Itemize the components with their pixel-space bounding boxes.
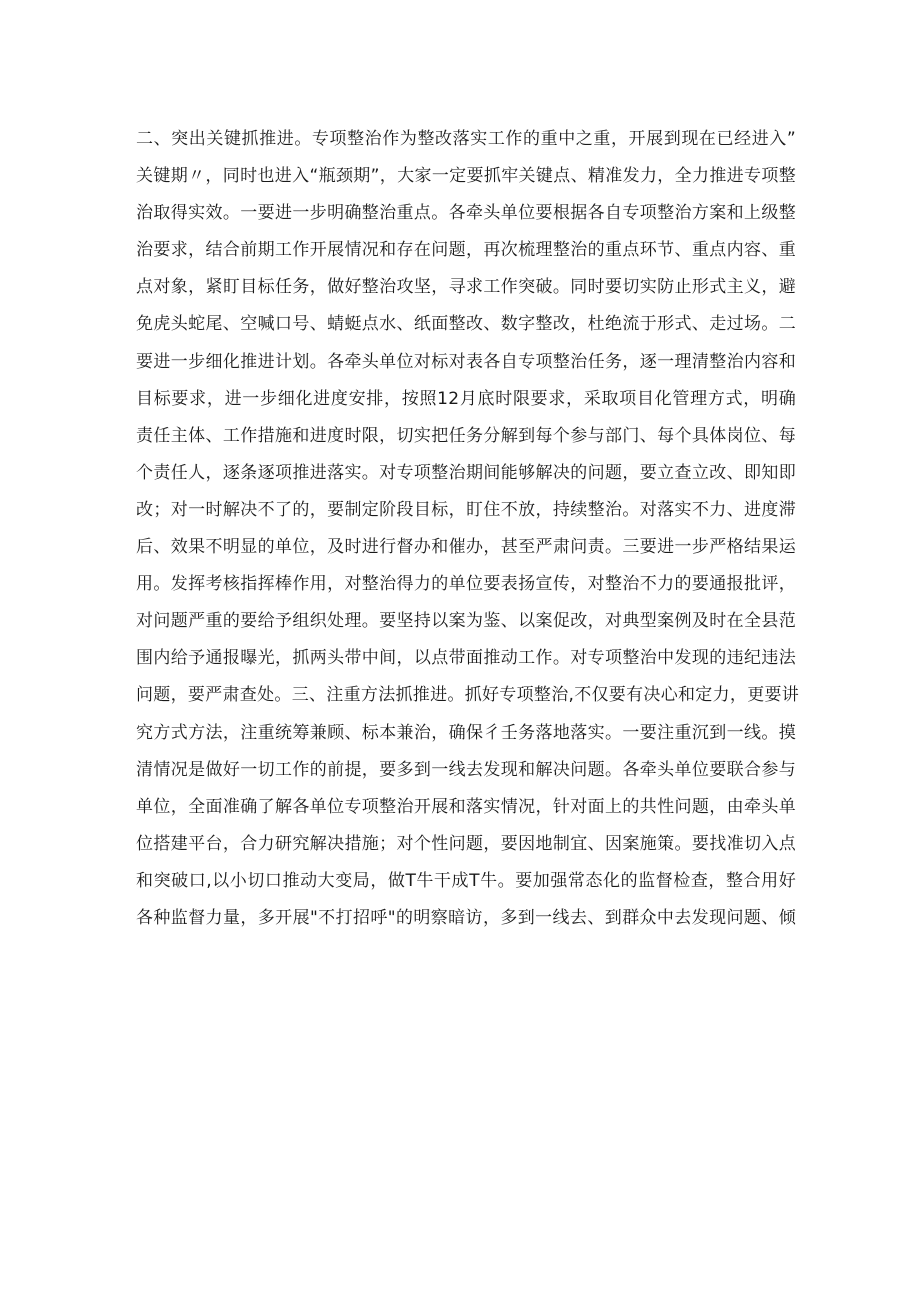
text-line: 究方式方法，注重统筹兼顾、标本兼治，确保彳壬务落地落实。一要注重沉到一线。摸 xyxy=(136,722,796,743)
body-paragraph xyxy=(136,121,800,937)
text-line: 清情况是做好一切工作的前提，要多到一线去发现和解决问题。各牵头单位要联合参与 xyxy=(136,759,796,780)
text-line: 个责任人，逐条逐项推进落实。对专项整治期间能够解决的问题，要立查立改、即知即 xyxy=(136,462,796,483)
text-line: 责任主体、工作措施和进度时限，切实把任务分解到每个参与部门、每个具体岗位、每 xyxy=(136,425,796,446)
text-line: 和突破口,以小切口推动大变局，做T牛干成T牛。要加强常态化的监督检查，整合用好 xyxy=(136,870,796,891)
text-line: 各种监督力量，多开展"不打招呼"的明察暗访，多到一线去、到群众中去发现问题、倾 xyxy=(136,907,796,928)
text-line: 目标要求，进一步细化进度安排，按照12月底时限要求，采取项目化管理方式，明确 xyxy=(136,388,796,409)
text-line: 单位，全面准确了解各单位专项整治开展和落实情况，针对面上的共性问题，由牵头单 xyxy=(136,796,796,817)
text-line: 改；对一时解决不了的，要制定阶段目标，盯住不放，持续整治。对落实不力、进度滞 xyxy=(136,499,796,520)
text-line: 关键期〃，同时也进入“瓶颈期”，大家一定要抓牢关键点、精准发力，全力推进专项整 xyxy=(136,166,796,187)
text-line: 用。发挥考核指挥棒作用，对整治得力的单位要表扬宣传，对整治不力的要通报批评， xyxy=(136,574,796,595)
text-line: 围内给予通报曝光，抓两头带中间，以点带面推动工作。对专项整治中发现的违纪违法 xyxy=(136,648,796,669)
text-line: 对问题严重的要给予组织处理。要坚持以案为鉴、以案促改，对典型案例及时在全县范 xyxy=(136,611,796,632)
text-line: 后、效果不明显的单位，及时进行督办和催办，甚至严肃问责。三要进一步严格结果运 xyxy=(136,537,796,558)
text-line: 位搭建平台，合力研究解决措施；对个性问题，要因地制宜、因案施策。要找准切入点 xyxy=(136,833,796,854)
text-line: 二、突出关键抓推进。专项整治作为整改落实工作的重中之重，开展到现在已经进入” xyxy=(136,129,796,149)
text-line: 问题，要严肃查处。三、注重方法抓推进。抓好专项整治,不仅要有决心和定力，更要讲 xyxy=(136,685,800,706)
text-line: 治要求，结合前期工作开展情况和存在问题，再次梳理整治的重点环节、重点内容、重 xyxy=(136,240,796,261)
text-line: 治取得实效。一要进一步明确整治重点。各牵头单位要根据各自专项整治方案和上级整 xyxy=(136,203,796,224)
text-line: 要进一步细化推进计划。各牵头单位对标对表各自专项整治任务，逐一理清整治内容和 xyxy=(136,351,796,372)
text-line: 免虎头蛇尾、空喊口号、蜻蜓点水、纸面整改、数字整改，杜绝流于形式、走过场。二 xyxy=(136,314,796,335)
text-line: 点对象，紧盯目标任务，做好整治攻坚，寻求工作突破。同时要切实防止形式主义，避 xyxy=(136,277,796,298)
